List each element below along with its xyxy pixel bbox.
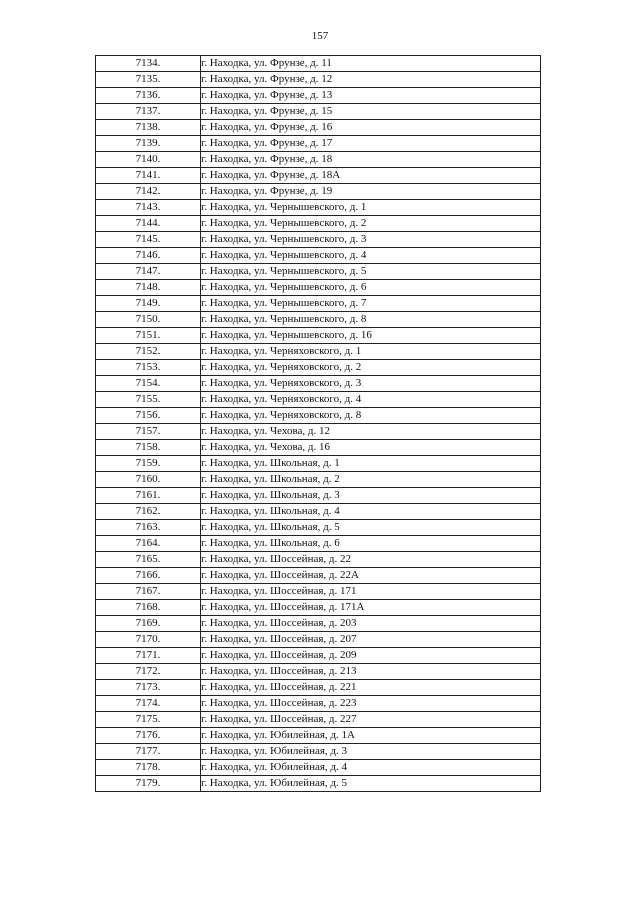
row-address: г. Находка, ул. Чернышевского, д. 2: [201, 216, 541, 232]
table-row: [96, 776, 541, 792]
row-address: г. Находка, ул. Шоссейная, д. 209: [201, 648, 541, 664]
table-row: [96, 136, 541, 152]
row-address: г. Находка, ул. Юбилейная, д. 4: [201, 760, 541, 776]
table-row: [96, 56, 541, 72]
table-row: [96, 616, 541, 632]
row-address: г. Находка, ул. Шоссейная, д. 171А: [201, 600, 541, 616]
table-row: [96, 72, 541, 88]
row-address: г. Находка, ул. Школьная, д. 3: [201, 488, 541, 504]
row-address: г. Находка, ул. Шоссейная, д. 207: [201, 632, 541, 648]
table-row: [96, 312, 541, 328]
table-row: [96, 328, 541, 344]
table-row: [96, 232, 541, 248]
row-number: 7163.: [96, 520, 201, 536]
row-number: 7136.: [96, 88, 201, 104]
row-address: г. Находка, ул. Фрунзе, д. 11: [201, 56, 541, 72]
row-number: 7172.: [96, 664, 201, 680]
table-row: [96, 696, 541, 712]
row-number: 7156.: [96, 408, 201, 424]
row-address: г. Находка, ул. Шоссейная, д. 203: [201, 616, 541, 632]
table-row: [96, 88, 541, 104]
row-number: 7157.: [96, 424, 201, 440]
table-row: [96, 728, 541, 744]
row-number: 7176.: [96, 728, 201, 744]
table-row: [96, 488, 541, 504]
row-address: г. Находка, ул. Школьная, д. 2: [201, 472, 541, 488]
row-number: 7153.: [96, 360, 201, 376]
row-number: 7167.: [96, 584, 201, 600]
page-number: 157: [311, 30, 329, 42]
table-row: [96, 104, 541, 120]
row-number: 7158.: [96, 440, 201, 456]
table-row: [96, 344, 541, 360]
row-number: 7148.: [96, 280, 201, 296]
table-row: [96, 520, 541, 536]
row-number: 7139.: [96, 136, 201, 152]
table-row: [96, 440, 541, 456]
row-address: г. Находка, ул. Черняховского, д. 4: [201, 392, 541, 408]
table-row: [96, 712, 541, 728]
row-address: г. Находка, ул. Шоссейная, д. 22: [201, 552, 541, 568]
row-number: 7150.: [96, 312, 201, 328]
row-address: г. Находка, ул. Шоссейная, д. 221: [201, 680, 541, 696]
row-address: г. Находка, ул. Шоссейная, д. 223: [201, 696, 541, 712]
row-number: 7135.: [96, 72, 201, 88]
row-address: г. Находка, ул. Шоссейная, д. 213: [201, 664, 541, 680]
table-row: [96, 584, 541, 600]
row-number: 7142.: [96, 184, 201, 200]
table-row: [96, 664, 541, 680]
table-row: [96, 360, 541, 376]
row-address: г. Находка, ул. Чернышевского, д. 8: [201, 312, 541, 328]
table-row: [96, 248, 541, 264]
row-number: 7134.: [96, 56, 201, 72]
table-row: [96, 472, 541, 488]
row-address: г. Находка, ул. Чернышевского, д. 7: [201, 296, 541, 312]
row-address: г. Находка, ул. Фрунзе, д. 12: [201, 72, 541, 88]
row-address: г. Находка, ул. Черняховского, д. 3: [201, 376, 541, 392]
table-row: [96, 392, 541, 408]
row-number: 7179.: [96, 776, 201, 792]
row-number: 7140.: [96, 152, 201, 168]
table-row: [96, 680, 541, 696]
row-address: г. Находка, ул. Фрунзе, д. 19: [201, 184, 541, 200]
row-number: 7174.: [96, 696, 201, 712]
row-address: г. Находка, ул. Фрунзе, д. 18: [201, 152, 541, 168]
row-address: г. Находка, ул. Школьная, д. 1: [201, 456, 541, 472]
row-number: 7152.: [96, 344, 201, 360]
row-number: 7154.: [96, 376, 201, 392]
row-address: г. Находка, ул. Чернышевского, д. 1: [201, 200, 541, 216]
row-number: 7137.: [96, 104, 201, 120]
row-number: 7177.: [96, 744, 201, 760]
row-number: 7138.: [96, 120, 201, 136]
table-row: [96, 536, 541, 552]
row-number: 7151.: [96, 328, 201, 344]
row-address: г. Находка, ул. Фрунзе, д. 18А: [201, 168, 541, 184]
row-address: г. Находка, ул. Юбилейная, д. 5: [201, 776, 541, 792]
row-address: г. Находка, ул. Чехова, д. 16: [201, 440, 541, 456]
row-address: г. Находка, ул. Фрунзе, д. 17: [201, 136, 541, 152]
row-address: г. Находка, ул. Фрунзе, д. 15: [201, 104, 541, 120]
row-number: 7178.: [96, 760, 201, 776]
table-row: [96, 600, 541, 616]
table-row: [96, 632, 541, 648]
row-address: г. Находка, ул. Шоссейная, д. 227: [201, 712, 541, 728]
row-number: 7155.: [96, 392, 201, 408]
row-number: 7159.: [96, 456, 201, 472]
row-number: 7169.: [96, 616, 201, 632]
row-number: 7145.: [96, 232, 201, 248]
address-table: [95, 55, 541, 792]
row-address: г. Находка, ул. Шоссейная, д. 171: [201, 584, 541, 600]
row-number: 7166.: [96, 568, 201, 584]
row-number: 7147.: [96, 264, 201, 280]
table-row: [96, 568, 541, 584]
row-address: г. Находка, ул. Юбилейная, д. 3: [201, 744, 541, 760]
table-row: [96, 648, 541, 664]
table-row: [96, 760, 541, 776]
table-row: [96, 456, 541, 472]
row-number: 7143.: [96, 200, 201, 216]
address-table-body: [96, 56, 541, 792]
row-address: г. Находка, ул. Чернышевского, д. 6: [201, 280, 541, 296]
row-address: г. Находка, ул. Юбилейная, д. 1А: [201, 728, 541, 744]
row-number: 7149.: [96, 296, 201, 312]
row-number: 7160.: [96, 472, 201, 488]
row-address: г. Находка, ул. Чернышевского, д. 4: [201, 248, 541, 264]
row-address: г. Находка, ул. Чернышевского, д. 16: [201, 328, 541, 344]
row-number: 7175.: [96, 712, 201, 728]
table-row: [96, 200, 541, 216]
table-row: [96, 184, 541, 200]
row-number: 7146.: [96, 248, 201, 264]
row-number: 7170.: [96, 632, 201, 648]
table-row: [96, 152, 541, 168]
table-row: [96, 504, 541, 520]
row-address: г. Находка, ул. Фрунзе, д. 13: [201, 88, 541, 104]
table-row: [96, 264, 541, 280]
row-address: г. Находка, ул. Чернышевского, д. 5: [201, 264, 541, 280]
row-address: г. Находка, ул. Чернышевского, д. 3: [201, 232, 541, 248]
row-address: г. Находка, ул. Школьная, д. 6: [201, 536, 541, 552]
table-row: [96, 424, 541, 440]
row-number: 7144.: [96, 216, 201, 232]
table-row: [96, 296, 541, 312]
row-address: г. Находка, ул. Черняховского, д. 1: [201, 344, 541, 360]
row-address: г. Находка, ул. Черняховского, д. 2: [201, 360, 541, 376]
table-row: [96, 168, 541, 184]
table-row: [96, 280, 541, 296]
row-address: г. Находка, ул. Школьная, д. 4: [201, 504, 541, 520]
table-row: [96, 744, 541, 760]
row-address: г. Находка, ул. Школьная, д. 5: [201, 520, 541, 536]
row-address: г. Находка, ул. Черняховского, д. 8: [201, 408, 541, 424]
row-number: 7164.: [96, 536, 201, 552]
table-row: [96, 120, 541, 136]
row-number: 7162.: [96, 504, 201, 520]
row-address: г. Находка, ул. Шоссейная, д. 22А: [201, 568, 541, 584]
row-number: 7141.: [96, 168, 201, 184]
row-number: 7165.: [96, 552, 201, 568]
row-number: 7161.: [96, 488, 201, 504]
row-address: г. Находка, ул. Чехова, д. 12: [201, 424, 541, 440]
table-row: [96, 552, 541, 568]
table-row: [96, 376, 541, 392]
table-row: [96, 408, 541, 424]
table-row: [96, 216, 541, 232]
row-number: 7173.: [96, 680, 201, 696]
row-number: 7171.: [96, 648, 201, 664]
row-number: 7168.: [96, 600, 201, 616]
row-address: г. Находка, ул. Фрунзе, д. 16: [201, 120, 541, 136]
